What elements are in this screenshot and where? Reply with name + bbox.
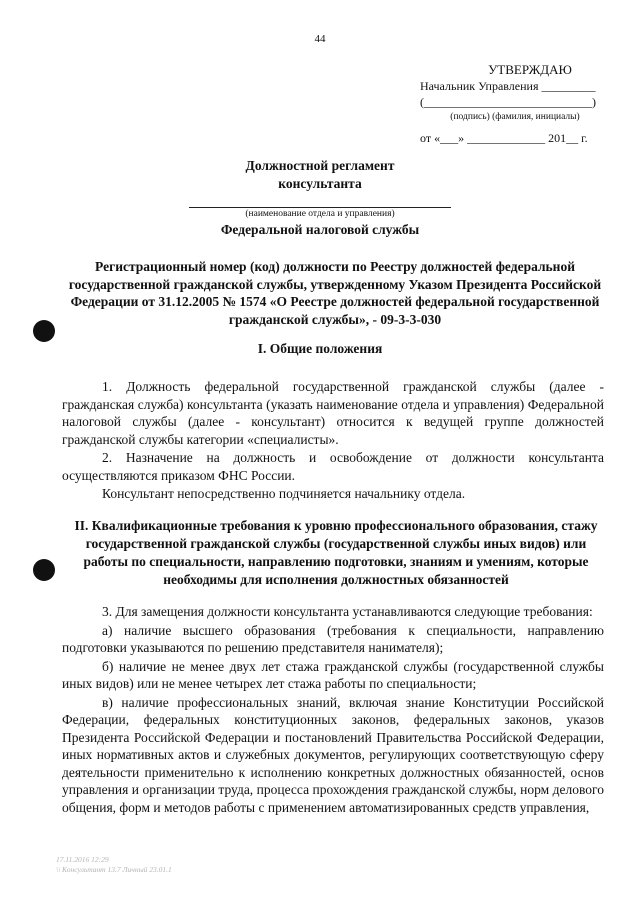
page-number: 44 — [314, 33, 326, 45]
punch-hole-icon — [33, 320, 55, 342]
paragraph: 2. Назначение на должность и освобождение от должности консультанта осуществляются приказом ФНС России. — [62, 450, 604, 483]
approval-position: Начальник Управления _________ — [420, 79, 596, 93]
department-hint: (наименование отдела и управления) — [245, 209, 395, 219]
document-subtitle: консультанта — [278, 176, 362, 191]
signature-blank: (____________________________) — [420, 95, 596, 109]
footer-line: 17.11.2016 12:29 — [56, 855, 109, 864]
paragraph: Консультант непосредственно подчиняется начальнику отдела. — [102, 486, 466, 501]
signature-hint: (подпись) (фамилия, инициалы) — [450, 112, 580, 122]
punch-hole-icon — [33, 559, 55, 581]
section-2-body — [62, 603, 604, 816]
approval-date: от «___» _____________ 201__ г. — [420, 131, 588, 145]
service-name: Федеральной налоговой службы — [220, 222, 420, 237]
paragraph: б) наличие не менее двух лет стажа гражданской службы (государственной службы иных видов) или не менее четырех лет стажа работы по специальности; — [62, 658, 604, 691]
section-1-heading: I. Общие положения — [257, 341, 383, 356]
approval-block — [420, 62, 610, 146]
approval-heading: УТВЕРЖДАЮ — [488, 62, 572, 77]
section-2-heading: II. Квалификационные требования к уровню профессионального образования, стажу государственной гражданской службы (государственной службы иных видов) или работы по специальности, направлению подготовки, знаниям и умениям, которые необходимы для исполнения должностных обязанностей — [74, 518, 598, 587]
title-block — [0, 157, 640, 239]
paragraph: в) наличие профессиональных знаний, включая знание Конституции Российской Федерации, федеральных конституционных законов, федеральных законов, указов Президента Российской Федерации и постановлений Правительства Российской Федерации, иных нормативных актов и служебных документов, регулирующих соответствующую сферу деятельности применительно к исполнению конкретных должностных обязанностей, основ управления и организации труда, процесса прохождения гражданской службы, норм делового общения, форм и методов работы с применением автоматизированных средств управления, — [62, 694, 604, 815]
section-1-body — [62, 378, 604, 503]
footer-line: \\ Консультант 13.7 Личный 23.01.1 — [56, 865, 172, 874]
registration-number: Регистрационный номер (код) должности по Реестру должностей федеральной государственной гражданской службы, утвержденному Указом Президента Российской Федерации от 31.12.2005 № 1574 «О Реестре должностей федеральной государственной гражданской службы», - 09-3-3-030 — [68, 259, 602, 327]
print-footer — [56, 855, 172, 875]
document-title: Должностной регламент — [245, 158, 395, 173]
paragraph: 1. Должность федеральной государственной гражданской службы (далее - гражданская служба) консультанта (указать наименование отдела и управления) Федеральной налоговой службы (далее - консультант) относится к ведущей группе должностей гражданской службы категории «специалисты». — [62, 379, 604, 447]
paragraph: 3. Для замещения должности консультанта устанавливаются следующие требования: — [102, 604, 593, 619]
paragraph: а) наличие высшего образования (требования к специальности, направлению подготовки указываются по решению представителя нанимателя); — [62, 622, 604, 655]
